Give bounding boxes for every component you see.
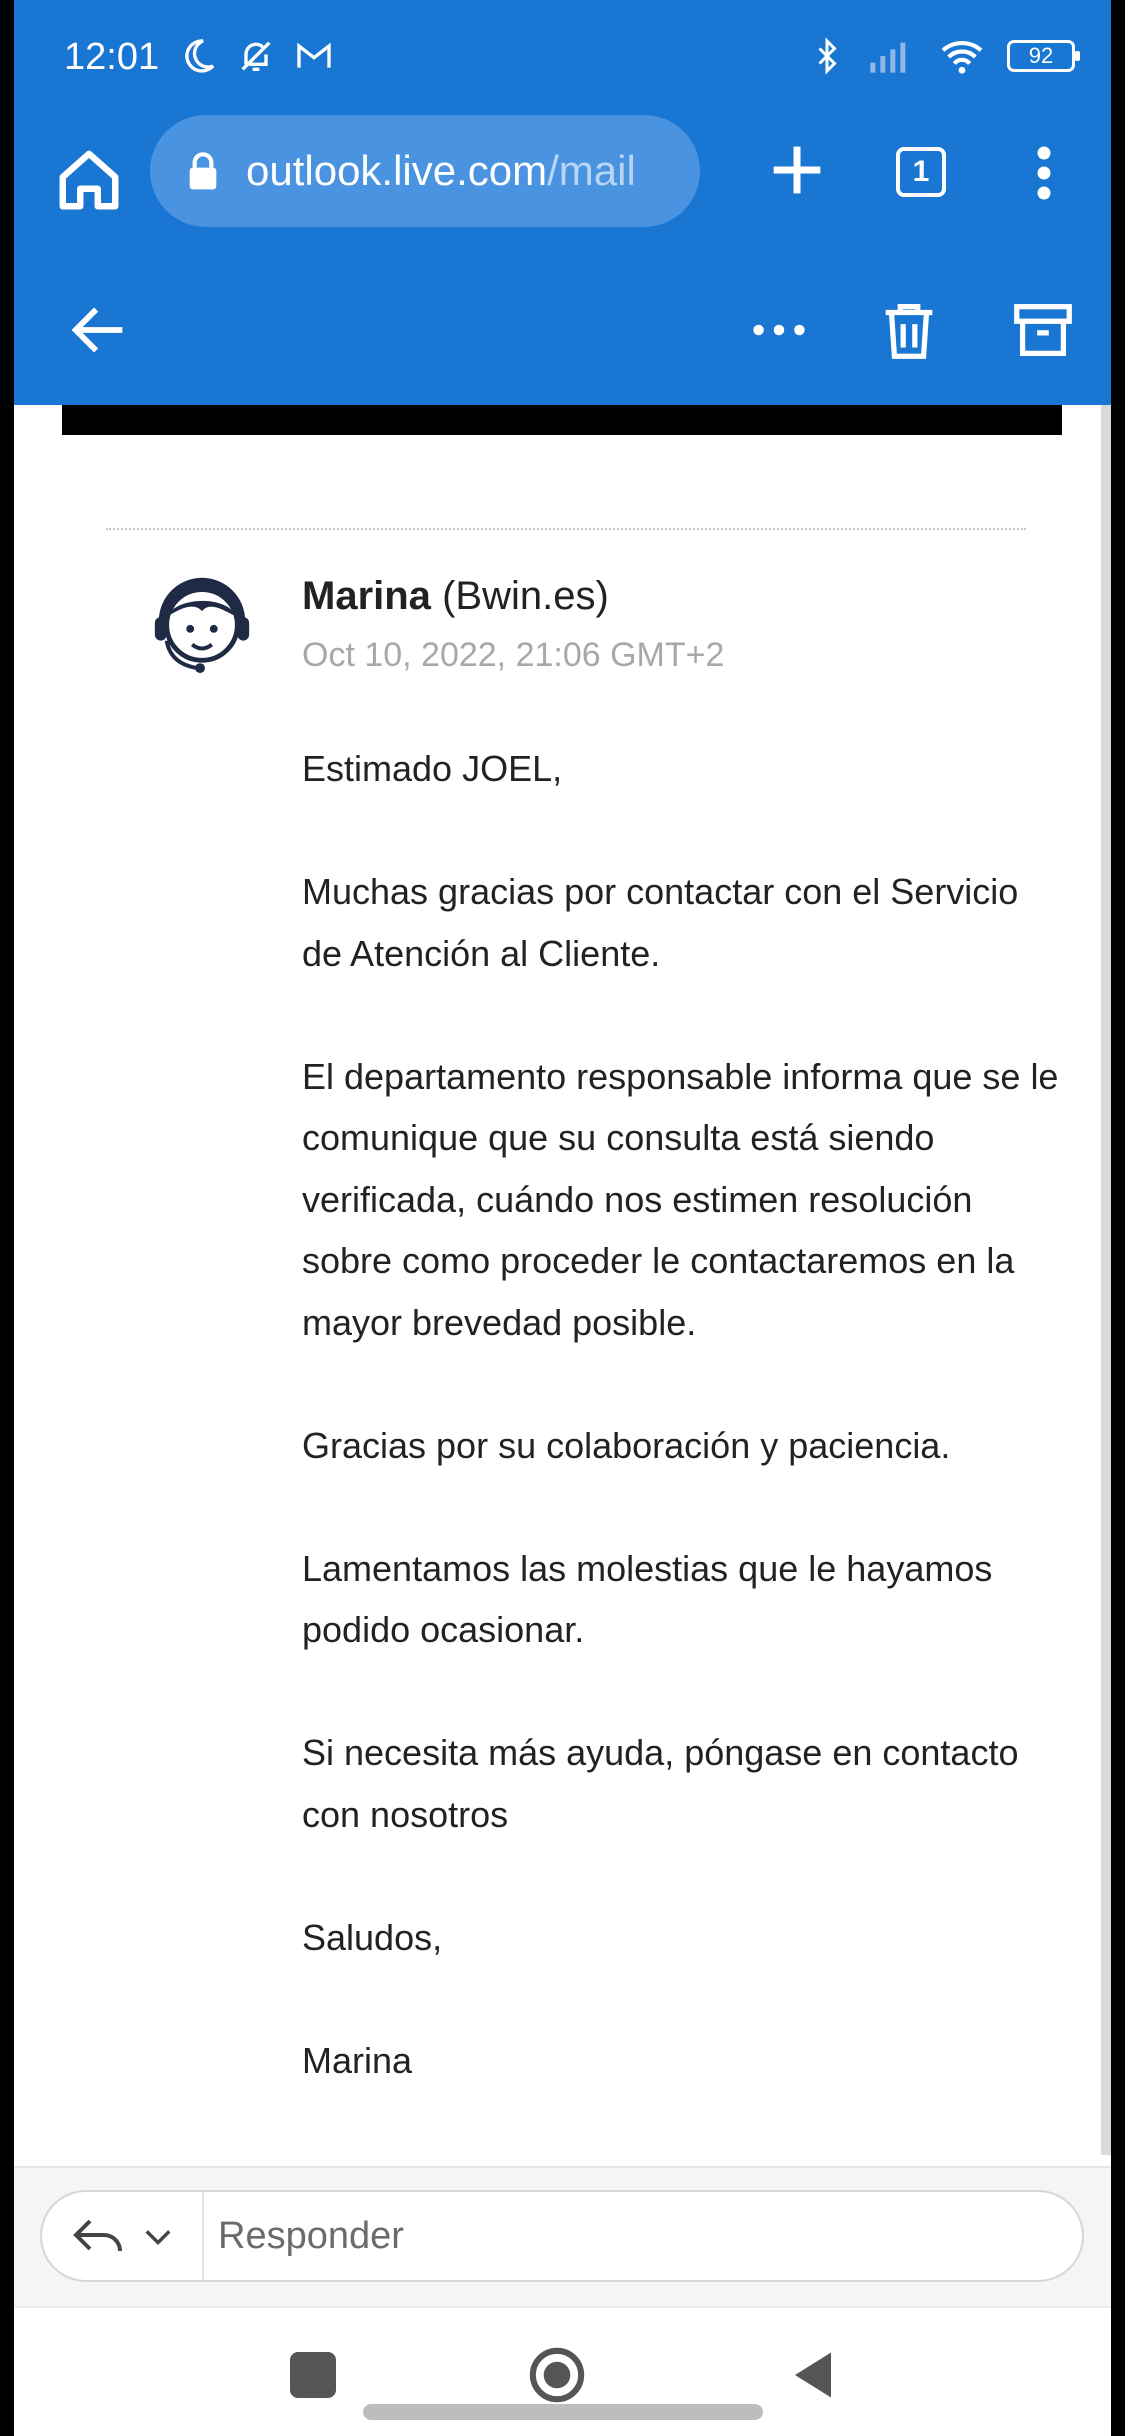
- address-bar[interactable]: [150, 115, 700, 227]
- message-divider: [106, 528, 1026, 530]
- battery-icon: 92: [1007, 40, 1075, 72]
- system-nav-bar: [14, 2306, 1111, 2436]
- body-paragraph: El departamento responsable informa que se le comunique que su consulta está siendo verificada, cuándo nos estimen resolución sobre como proceder le contactaremos en la mayor brevedad posible.: [302, 1055, 1059, 1343]
- scrollbar[interactable]: [1101, 405, 1111, 2155]
- browser-toolbar: [14, 115, 1111, 255]
- trash-icon[interactable]: [874, 295, 944, 365]
- reply-icon[interactable]: [70, 2212, 126, 2262]
- reply-separator: [202, 2192, 204, 2280]
- message-body: [302, 738, 1062, 2153]
- body-paragraph: Saludos,: [302, 1916, 443, 1958]
- home-icon[interactable]: [54, 145, 124, 215]
- lock-icon: [186, 151, 220, 191]
- gesture-pill[interactable]: [363, 2404, 763, 2420]
- reply-bar: [14, 2166, 1111, 2306]
- url-text: [246, 147, 676, 195]
- sender-line: [302, 574, 609, 619]
- reply-box[interactable]: [40, 2190, 1084, 2282]
- reply-input[interactable]: [218, 2206, 1038, 2266]
- more-options-icon[interactable]: [744, 295, 814, 365]
- url-host: outlook.live.com: [246, 147, 548, 194]
- bell-off-icon: [236, 36, 276, 76]
- body-paragraph: Marina: [302, 2039, 413, 2081]
- back-arrow-icon[interactable]: [64, 295, 134, 365]
- message-date: Oct 10, 2022, 21:06 GMT+2: [302, 636, 725, 674]
- body-paragraph: Gracias por su colaboración y paciencia.: [302, 1424, 951, 1466]
- nav-back-icon[interactable]: [790, 2348, 836, 2402]
- bluetooth-icon: [809, 36, 845, 76]
- body-paragraph: Muchas gracias por contactar con el Servicio de Atención al Cliente.: [302, 871, 1019, 974]
- status-bar: [14, 0, 1111, 115]
- gmail-icon: [294, 36, 334, 76]
- browser-menu-icon[interactable]: [1024, 143, 1064, 203]
- moon-icon: [178, 36, 218, 76]
- signal-icon: [867, 38, 917, 74]
- support-agent-avatar-icon: [142, 566, 262, 676]
- chevron-down-icon[interactable]: [142, 2222, 174, 2252]
- recents-icon[interactable]: [290, 2352, 336, 2398]
- mail-toolbar: [14, 255, 1111, 405]
- body-paragraph: Lamentamos las molestias que le hayamos podido ocasionar.: [302, 1547, 993, 1650]
- nav-home-icon[interactable]: [528, 2346, 586, 2404]
- tab-switcher-button[interactable]: 1: [896, 147, 946, 197]
- new-tab-icon[interactable]: [762, 135, 832, 205]
- status-time: 12:01: [64, 36, 160, 78]
- previous-message-strip: [62, 405, 1062, 435]
- url-path: /mail: [547, 147, 636, 194]
- body-paragraph: Si necesita más ayuda, póngase en contacto con nosotros: [302, 1732, 1019, 1835]
- sender-name: Marina: [302, 574, 431, 618]
- wifi-icon: [939, 37, 985, 75]
- sender-org: (Bwin.es): [442, 574, 609, 618]
- body-paragraph: Estimado JOEL,: [302, 748, 563, 789]
- archive-icon[interactable]: [1008, 295, 1078, 365]
